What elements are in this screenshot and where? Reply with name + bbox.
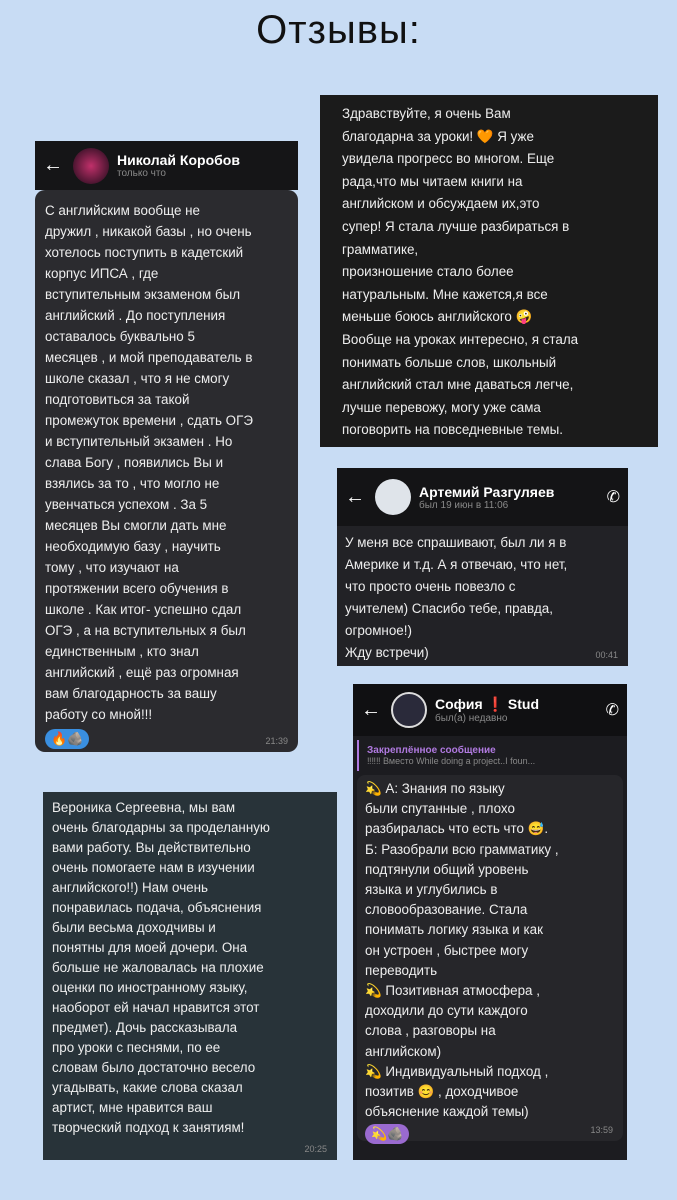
- phone-icon[interactable]: ✆: [605, 702, 619, 719]
- review-veronika: [43, 792, 337, 1160]
- pinned-text: ‼‼‼ Вместо While doing a project..I foun...: [367, 756, 536, 766]
- contact-name: София ❗ Stud: [435, 696, 540, 712]
- avatar: [375, 479, 411, 515]
- message-time: 20:25: [304, 1144, 327, 1154]
- message-text: Здравствуйте, я очень Вам благодарна за уроки! 🧡 Я уже увидела прогресс во многом. Еще рада,что мы читаем книги на английском и обсуждаем их,это супер! Я стала лучше разбираться в грамматике, произношение стало более натуральным. Мне кажется,я все меньше боюсь английского 🤪 Вообще на уроках интересно, я стала понимать больше слов, школьный английский стал мне даваться легче, лучше перевожу, могу уже сама поговорить на повседневные темы.: [342, 106, 579, 438]
- contact-status: был 19 июн в 11:06: [419, 499, 509, 511]
- message-text: У меня все спрашивают, был ли я в Америке и т.д. А я отвечаю, что нет, что просто очень повезло с учителем) Спасибо тебе, правда, огромное!) Жду встречи): [345, 535, 568, 660]
- review-sofia: [353, 684, 627, 1160]
- pinned-label: Закреплённое сообщение: [367, 745, 496, 756]
- page-title: Отзывы:: [256, 8, 421, 52]
- review-nikolai: [35, 141, 298, 752]
- message-text: 💫 А: Знания по языку были спутанные , плохо разбиралась что есть что 😅. Б: Разобрали всю грамматику , подтянули общий уровень языка и углубились в словообразование. Стала понимать логику языка и как он устроен , быстрее могу переводить 💫 Позитивная атмосфера , доходили до сути каждого слова , разговоры на английском) 💫 Индивидуальный подход , позитив 😊 , доходчивое объяснение каждой темы): [365, 781, 559, 1120]
- message-time: 13:59: [590, 1125, 613, 1135]
- contact-status: только что: [117, 168, 166, 179]
- review-message: [320, 95, 658, 447]
- reactions[interactable]: 🔥🪨: [45, 729, 89, 749]
- avatar: [391, 692, 427, 728]
- contact-name: Николай Коробов: [117, 152, 240, 168]
- contact-name: Артемий Разгуляев: [419, 483, 555, 500]
- message-text: Вероника Сергеевна, мы вам очень благодарны за проделанную вами работу. Вы действительно очень помогаете нам в изучении английского!!) Нам очень понравилась подача, объяснения были весьма доходчивы и понятны для моей дочери. Она больше не жаловалась на плохие оценки по иностранному языку, наоборот ей начал нравится этот предмет). Дочь рассказывала про уроки с песнями, по ее словам было достаточно весело угадывать, какие слова сказал артист, мне нравится ваш творческий подход к занятиям!: [52, 800, 270, 1135]
- back-arrow-icon[interactable]: ←: [361, 698, 381, 721]
- phone-icon[interactable]: ✆: [606, 489, 620, 506]
- back-arrow-icon[interactable]: ←: [43, 154, 63, 176]
- contact-status: был(а) недавно: [435, 713, 508, 724]
- back-arrow-icon[interactable]: ←: [345, 485, 365, 508]
- review-artemiy: [337, 468, 628, 666]
- message-time: 00:41: [595, 650, 618, 660]
- pinned-message[interactable]: [357, 740, 623, 771]
- message-time: 21:39: [265, 736, 288, 746]
- reactions[interactable]: 💫🪨: [365, 1124, 409, 1144]
- avatar: [73, 148, 109, 184]
- message-text: С английским вообще не дружил , никакой базы , но очень хотелось поступить в кадетский корпус ИПСА , где вступительным экзаменом был английский . До поступления оставалось буквально 5 месяцев , и мой преподаватель в школе сказал , что я не смогу подготовиться за такой промежуток времени , сдать ОГЭ и вступительный экзамен . Но слава Богу , появились Вы и взялись за то , что могло не увенчаться успехом . За 5 месяцев Вы смогли дать мне необходимую базу , научить тому , что изучают на протяжении всего обучения в школе . Как итог- успешно сдал ОГЭ , а на вступительных я был единственным , кто знал английский , ещё раз огромная вам благодарность за вашу работу со мной!!!: [45, 203, 253, 722]
